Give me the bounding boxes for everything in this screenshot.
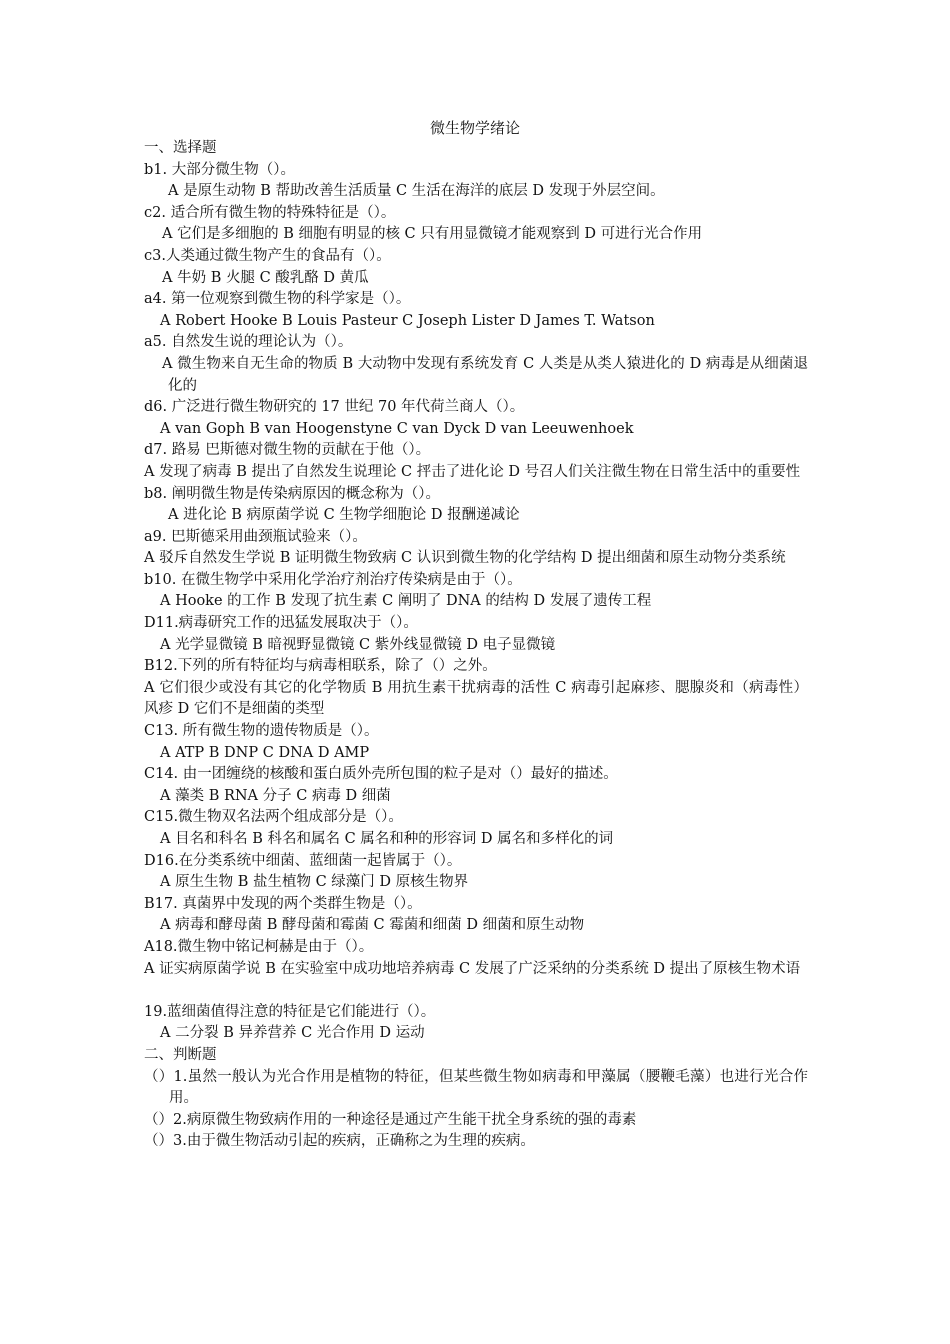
- judgement-item: （）2.病原微生物致病作用的一种途径是通过产生能干扰全身系统的强的毒素: [144, 1111, 637, 1128]
- question-stem: B17. 真菌界中发现的两个类群生物是（）。: [144, 895, 422, 912]
- blank-line: [144, 980, 808, 1002]
- question-stem: C15.微生物双名法两个组成部分是（）。: [144, 809, 403, 826]
- question-stem: D11.病毒研究工作的迅猛发展取决于（）。: [144, 615, 418, 632]
- question-stem: b10. 在微生物学中采用化学治疗剂治疗传染病是由于（）。: [144, 571, 522, 588]
- question-options: A 二分裂 B 异养营养 C 光合作用 D 运动: [160, 1025, 425, 1042]
- question-options: A Robert Hooke B Louis Pasteur C Joseph Lister D James T. Watson: [160, 312, 655, 329]
- question-stem: 19.蓝细菌值得注意的特征是它们能进行（）。: [144, 1003, 436, 1020]
- question-options: A 微生物来自无生命的物质 B 大动物中发现有系统发育 C 人类是从类人猿进化的 D 病毒是从细菌退化的: [162, 355, 808, 394]
- question-options: A 是原生动物 B 帮助改善生活质量 C 生活在海洋的底层 D 发现于外层空间。: [168, 183, 665, 200]
- question-stem: C13. 所有微生物的遗传物质是（）。: [144, 723, 379, 740]
- question-stem: d7. 路易 巴斯德对微生物的贡献在于他（）。: [144, 442, 431, 459]
- question-stem: b1. 大部分微生物（）。: [144, 161, 295, 178]
- question-options: A 病毒和酵母菌 B 酵母菌和霉菌 C 霉菌和细菌 D 细菌和原生动物: [160, 917, 585, 934]
- question-options: A 藻类 B RNA 分子 C 病毒 D 细菌: [160, 787, 391, 804]
- question-stem: C14. 由一团缠绕的核酸和蛋白质外壳所包围的粒子是对（）最好的描述。: [144, 766, 618, 783]
- question-stem: A18.微生物中铭记柯赫是由于（）。: [144, 938, 374, 955]
- judgement-item: （）3.由于微生物活动引起的疾病，正确称之为生理的疾病。: [144, 1133, 535, 1150]
- question-stem: a4. 第一位观察到微生物的科学家是（）。: [144, 291, 411, 308]
- question-stem: D16.在分类系统中细菌、蓝细菌一起皆属于（）。: [144, 852, 462, 869]
- question-options: A 原生生物 B 盐生植物 C 绿藻门 D 原核生物界: [160, 874, 469, 891]
- question-stem: B12.下列的所有特征均与病毒相联系，除了（）之外。: [144, 658, 497, 675]
- judgement-item: （）1.虽然一般认为光合作用是植物的特征，但某些微生物如病毒和甲藻属（腰鞭毛藻）也进行光合作用。: [144, 1068, 808, 1107]
- question-options: A 驳斥自然发生学说 B 证明微生物致病 C 认识到微生物的化学结构 D 提出细菌和原生动物分类系统: [144, 550, 786, 567]
- question-stem: c2. 适合所有微生物的特殊特征是（）。: [144, 204, 396, 221]
- question-stem: b8. 阐明微生物是传染病原因的概念称为（）。: [144, 485, 440, 502]
- question-options: A 它们很少或没有其它的化学物质 B 用抗生素干扰病毒的活性 C 病毒引起麻疹、腮腺炎和（病毒性）风疹 D 它们不是细菌的类型: [144, 679, 808, 718]
- question-stem: c3.人类通过微生物产生的食品有（）。: [144, 247, 391, 264]
- question-stem: a9. 巴斯德采用曲颈瓶试验来（）。: [144, 528, 367, 545]
- page-title: 微生物学绪论: [429, 119, 520, 137]
- question-options: A 发现了病毒 B 提出了自然发生说理论 C 抨击了进化论 D 号召人们关注微生物在日常生活中的重要性: [144, 463, 801, 480]
- question-options: A Hooke 的工作 B 发现了抗生素 C 阐明了 DNA 的结构 D 发展了遗传工程: [160, 593, 652, 610]
- question-options: A van Goph B van Hoogenstyne C van Dyck D van Leeuwenhoek: [160, 420, 634, 437]
- question-stem: d6. 广泛进行微生物研究的 17 世纪 70 年代荷兰商人（）。: [144, 399, 525, 416]
- section-heading-choice: 一、选择题: [144, 140, 217, 156]
- question-options: A 目名和科名 B 科名和属名 C 属名和种的形容词 D 属名和多样化的词: [160, 831, 614, 847]
- section-heading-judgement: 二、判断题: [144, 1046, 217, 1063]
- question-options: A 进化论 B 病原菌学说 C 生物学细胞论 D 报酬递减论: [168, 507, 520, 524]
- question-options: A 证实病原菌学说 B 在实验室中成功地培养病毒 C 发展了广泛采纳的分类系统 D 提出了原核生物术语: [144, 960, 801, 977]
- question-options: A 它们是多细胞的 B 细胞有明显的核 C 只有用显微镜才能观察到 D 可进行光合作用: [162, 226, 703, 243]
- document-body: [144, 138, 808, 1153]
- question-options: A 牛奶 B 火腿 C 酸乳酪 D 黄瓜: [162, 269, 369, 286]
- question-stem: a5. 自然发生说的理论认为（）。: [144, 334, 353, 351]
- question-options: A ATP B DNP C DNA D AMP: [160, 744, 370, 761]
- question-options: A 光学显微镜 B 暗视野显微镜 C 紫外线显微镜 D 电子显微镜: [160, 636, 556, 653]
